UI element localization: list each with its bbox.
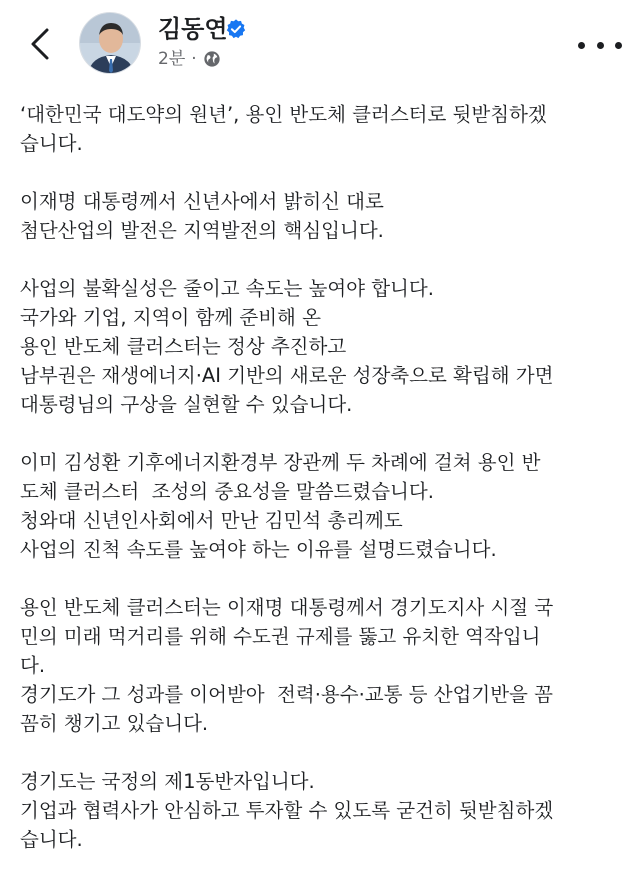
- post-text-line: 용인 반도체 클러스터는 이재명 대통령께서 경기도지사 시절 국: [20, 596, 554, 619]
- post-text-line: 민의 미래 먹거리를 위해 수도권 규제를 뚫고 유치한 역작입니: [20, 625, 541, 648]
- post-paragraph: [20, 448, 625, 564]
- post-text-line: 기업과 협력사가 안심하고 투자할 수 있도록 굳건히 뒷받침하겠: [20, 799, 554, 822]
- post-text-line: 대통령님의 구상을 실현할 수 있습니다.: [20, 393, 353, 416]
- post-body: [20, 100, 625, 883]
- chevron-left-icon: [29, 27, 51, 61]
- post-text-line: 사업의 진척 속도를 높여야 하는 이유를 설명드렸습니다.: [20, 538, 497, 561]
- post-text-line: 습니다.: [20, 828, 83, 851]
- post-text-line: 경기도가 그 성과를 이어받아 전력·용수·교통 등 산업기반을 꼼: [20, 683, 553, 706]
- post-text-line: 도체 클러스터 조성의 중요성을 말씀드렸습니다.: [20, 480, 434, 503]
- post-text-line: 첨단산업의 발전은 지역발전의 핵심입니다.: [20, 219, 384, 242]
- post-paragraph: [20, 187, 625, 245]
- post-paragraph: [20, 593, 625, 738]
- post-text-line: 습니다.: [20, 132, 83, 155]
- globe-icon: [203, 50, 221, 68]
- post-meta: [158, 47, 221, 71]
- post-paragraph: [20, 767, 625, 854]
- avatar[interactable]: [79, 12, 141, 74]
- verified-badge-icon: [225, 18, 247, 40]
- back-button[interactable]: [20, 22, 60, 66]
- post-paragraph: [20, 274, 625, 419]
- meta-separator: ·: [191, 49, 197, 69]
- post-time[interactable]: 2분: [158, 49, 186, 69]
- post-text-line: 경기도는 국정의 제1동반자입니다.: [20, 770, 315, 793]
- post-text-line: 꼼히 챙기고 있습니다.: [20, 712, 209, 735]
- post-text-line: ‘대한민국 대도약의 원년’, 용인 반도체 클러스터로 뒷받침하겠: [20, 103, 547, 126]
- post-text-line: 이재명 대통령께서 신년사에서 밝히신 대로: [20, 190, 384, 213]
- more-dot: [597, 42, 604, 49]
- more-dot: [578, 42, 585, 49]
- post-text-line: 용인 반도체 클러스터는 정상 추진하고: [20, 335, 347, 358]
- profile-photo: [80, 13, 141, 74]
- more-options-button[interactable]: [578, 30, 622, 60]
- more-dot: [615, 42, 622, 49]
- post-paragraph: [20, 100, 625, 158]
- post-header: [0, 0, 640, 90]
- post-text-line: 남부권은 재생에너지·AI 기반의 새로운 성장축으로 확립해 가면: [20, 364, 554, 387]
- post-text-line: 다.: [20, 654, 46, 677]
- post-text-line: 청와대 신년인사회에서 만난 김민석 총리께도: [20, 509, 403, 532]
- author-name[interactable]: 김동연: [158, 15, 228, 43]
- post-text-line: 이미 김성환 기후에너지환경부 장관께 두 차례에 걸쳐 용인 반: [20, 451, 541, 474]
- post-text-line: 국가와 기업, 지역이 함께 준비해 온: [20, 306, 321, 329]
- post-text-line: 사업의 불확실성은 줄이고 속도는 높여야 합니다.: [20, 277, 434, 300]
